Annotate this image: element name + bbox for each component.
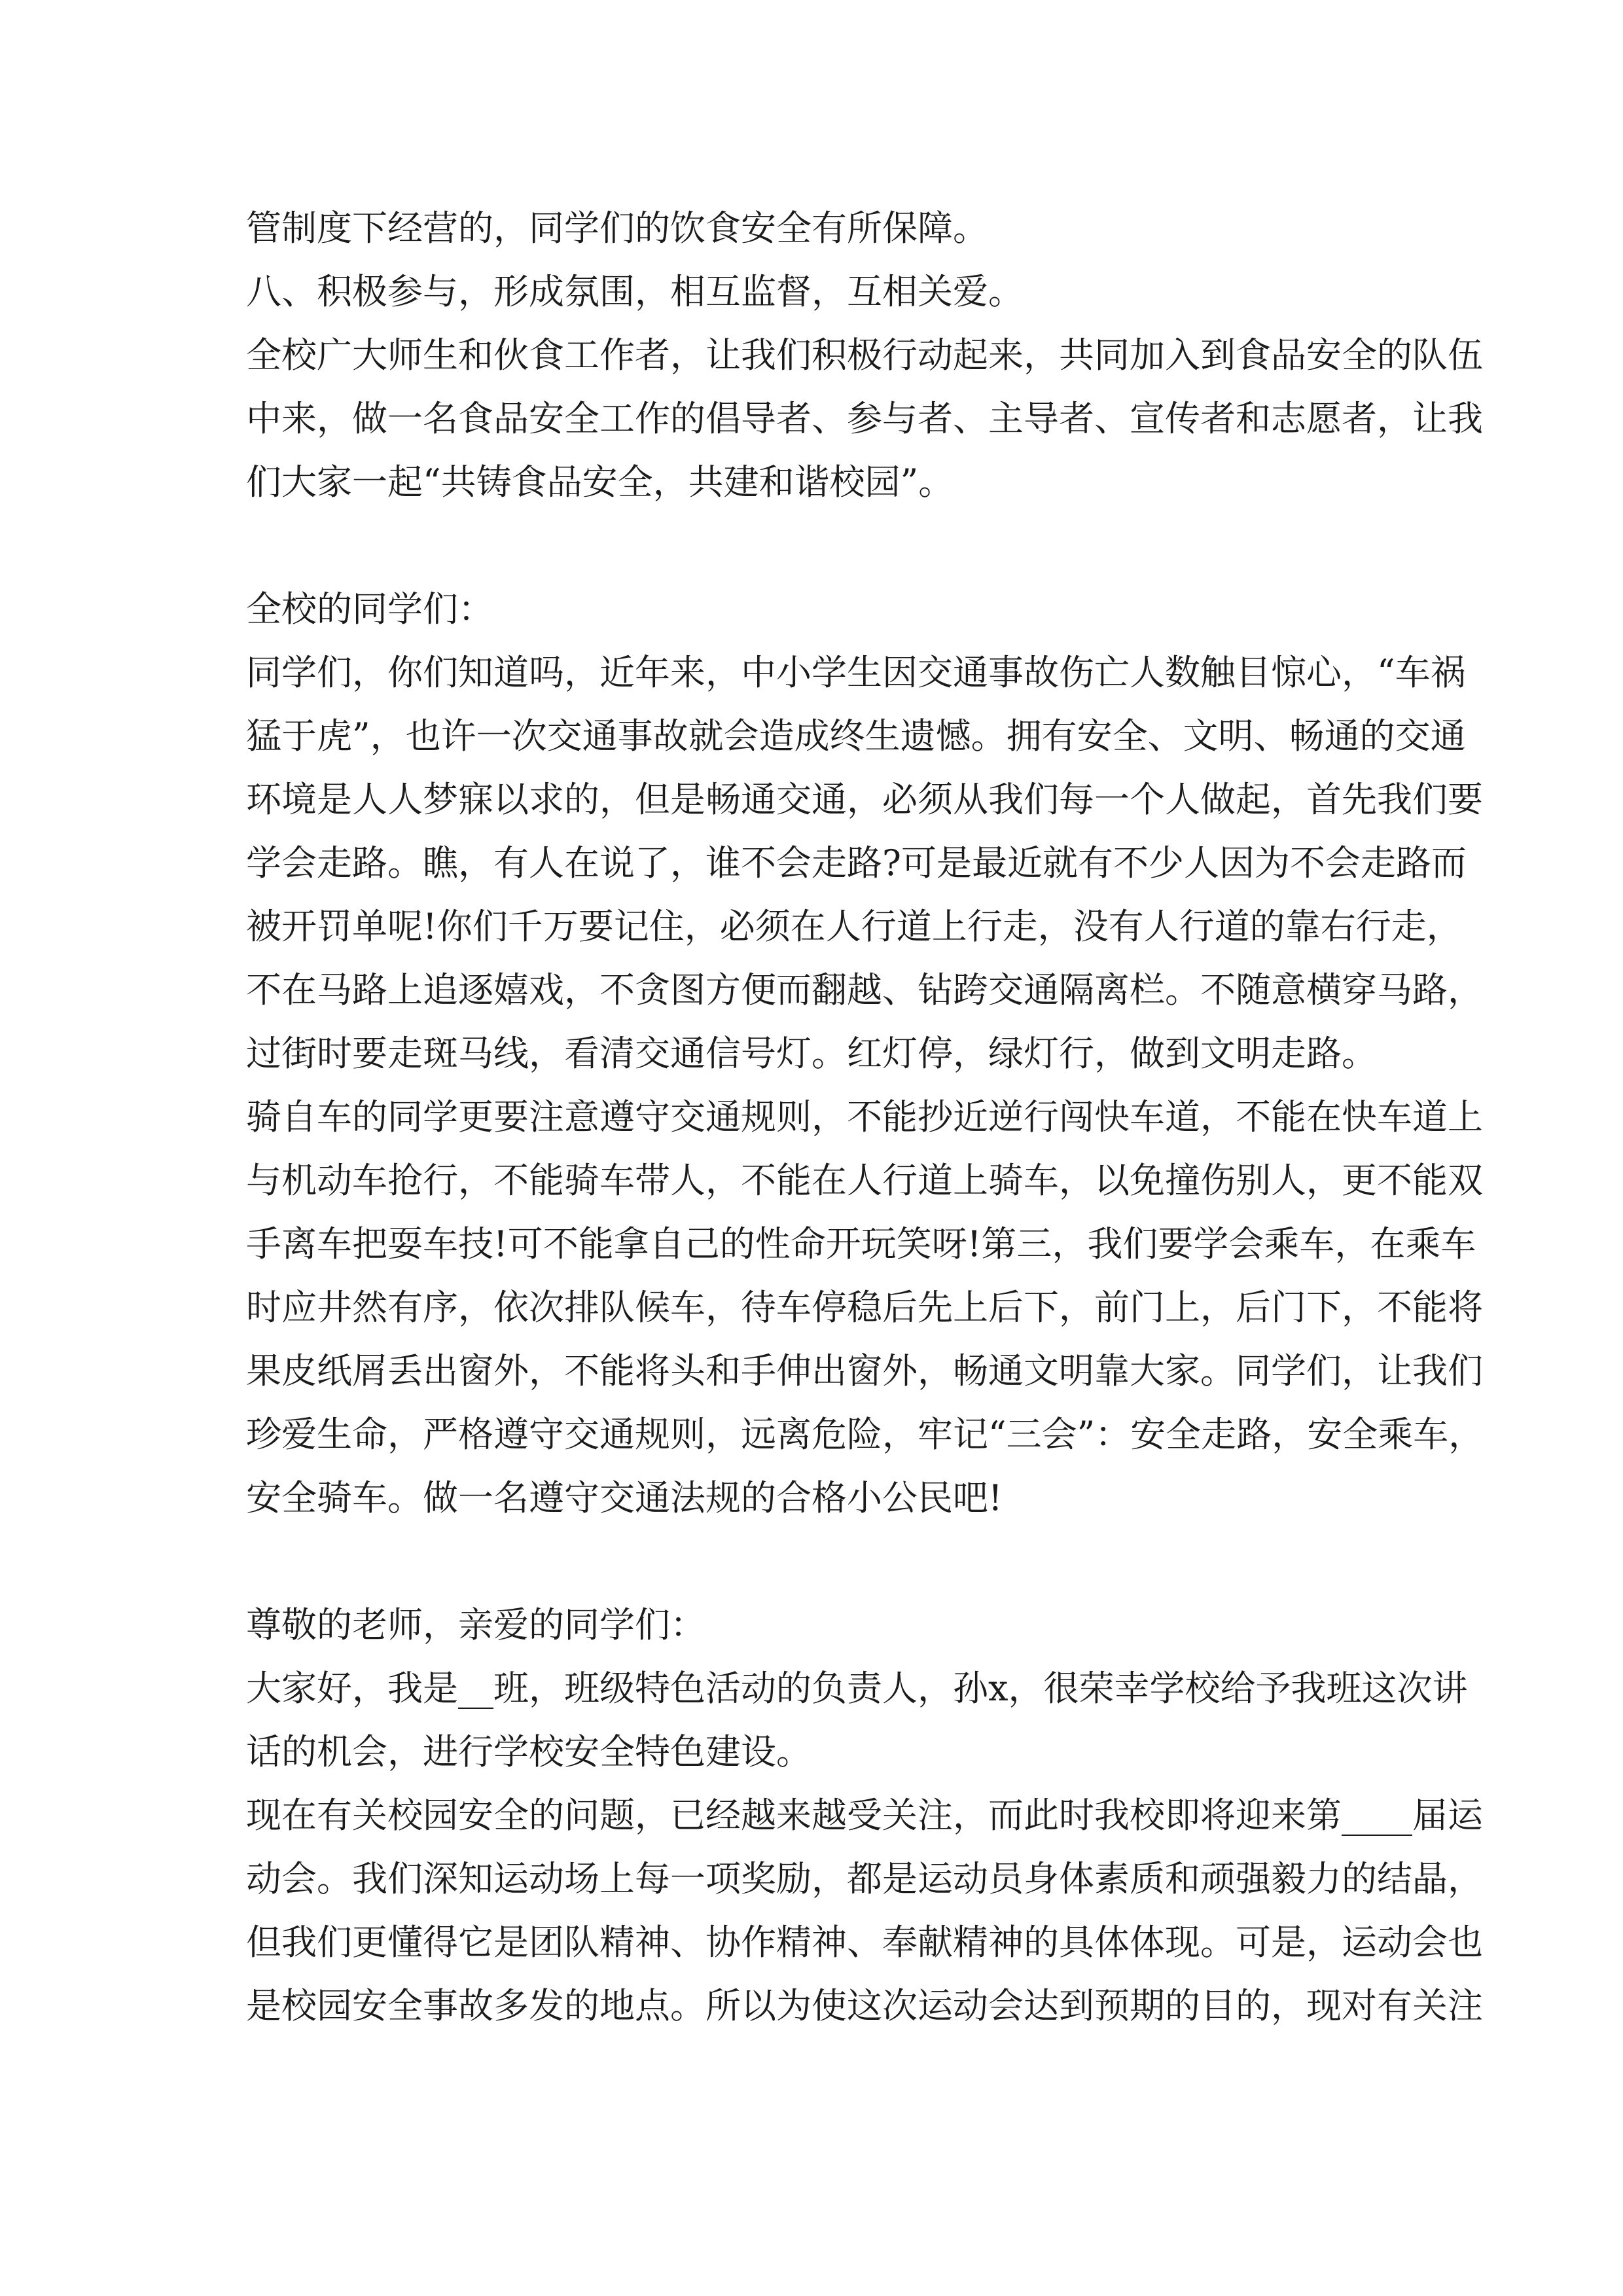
document-body: [246, 196, 1484, 2037]
paragraph-gap: [246, 514, 1398, 577]
text-line: 们大家一起“共铸食品安全，共建和谐校园”。: [246, 461, 954, 503]
salutation: 全校的同学们：: [246, 588, 493, 630]
text-line: 与机动车抢行，不能骑车带人，不能在人行道上骑车，以免撞伤别人，更不能双: [246, 1160, 1483, 1201]
text-line: 大家好，我是__班，班级特色活动的负责人，孙x，很荣幸学校给予我班这次讲: [246, 1668, 1468, 1709]
text-line: 果皮纸屑丢出窗外，不能将头和手伸出窗外，畅通文明靠大家。同学们，让我们: [246, 1350, 1483, 1391]
text-line: 不在马路上追逐嬉戏，不贪图方便而翻越、钻跨交通隔离栏。不随意横穿马路，: [246, 969, 1483, 1011]
text-line: 骑自车的同学更要注意遵守交通规则，不能抄近逆行闯快车道，不能在快车道上: [246, 1096, 1483, 1138]
text-line: 珍爱生命，严格遵守交通规则，远离危险，牢记“三会”：安全走路，安全乘车，: [246, 1414, 1484, 1455]
text-line: 话的机会，进行学校安全特色建设。: [246, 1731, 812, 1772]
text-line: 同学们，你们知道吗，近年来，中小学生因交通事故伤亡人数触目惊心，“车祸: [246, 652, 1466, 693]
text-line: 时应井然有序，依次排队候车，待车停稳后先上后下，前门上，后门下，不能将: [246, 1287, 1483, 1328]
text-line: 动会。我们深知运动场上每一项奖励，都是运动员身体素质和顽强毅力的结晶，: [246, 1858, 1483, 1899]
text-line: 现在有关校园安全的问题，已经越来越受关注，而此时我校即将迎来第____届运: [246, 1795, 1483, 1836]
text-line: 猛于虎”，也许一次交通事故就会造成终生遗憾。拥有安全、文明、畅通的交通: [246, 715, 1466, 757]
text-line: 被开罚单呢!你们千万要记住，必须在人行道上行走，没有人行道的靠右行走，: [246, 906, 1462, 947]
text-line: 学会走路。瞧，有人在说了，谁不会走路?可是最近就有不少人因为不会走路而: [246, 842, 1467, 884]
text-line: 过街时要走斑马线，看清交通信号灯。红灯停，绿灯行，做到文明走路。: [246, 1033, 1377, 1074]
text-line: 手离车把耍车技!可不能拿自己的性命开玩笑呀!第三，我们要学会乘车，在乘车: [246, 1223, 1476, 1265]
text-line: 管制度下经营的，同学们的饮食安全有所保障。: [246, 207, 988, 249]
text-line: 中来，做一名食品安全工作的倡导者、参与者、主导者、宣传者和志愿者，让我: [246, 398, 1483, 439]
text-line: 安全骑车。做一名遵守交通法规的合格小公民吧!: [246, 1477, 1003, 1518]
salutation: 尊敬的老师，亲爱的同学们：: [246, 1604, 705, 1645]
text-line: 是校园安全事故多发的地点。所以为使这次运动会达到预期的目的，现对有关注: [246, 1985, 1483, 2026]
text-line: 全校广大师生和伙食工作者，让我们积极行动起来，共同加入到食品安全的队伍: [246, 334, 1483, 376]
text-line: 八、积极参与，形成氛围，相互监督，互相关爱。: [246, 271, 1024, 312]
paragraph-gap: [246, 1530, 1398, 1593]
text-line: 环境是人人梦寐以求的，但是畅通交通，必须从我们每一个人做起，首先我们要: [246, 779, 1483, 820]
text-line: 但我们更懂得它是团队精神、协作精神、奉献精神的具体体现。可是，运动会也: [246, 1922, 1483, 1963]
